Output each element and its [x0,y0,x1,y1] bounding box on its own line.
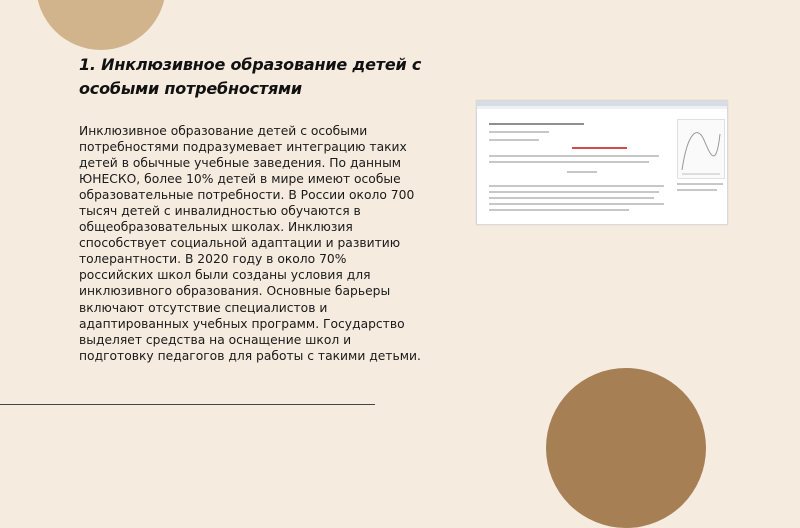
slide-title: 1. Инклюзивное образование детей с особыми потребностями [79,55,422,98]
doc-caption-line [677,189,717,191]
doc-text-line [567,171,597,173]
doc-text-line [489,131,549,133]
doc-text-line [489,203,664,205]
doc-side-image [677,119,725,179]
slide-body-text: Инклюзивное образование детей с особыми потребностями подразумевает интеграцию таких детей в обычные учебные заведения. По данным ЮНЕСКО, более 10% детей в мире имеют особые образовательные потребности. В России около 700 тысяч детей с инвалидностью обучаются в общеобразовательных школах. Инклюзия способствует социальной адаптации и развитию толерантности. В 2020 году в около 70% российских школ были созданы условия для инклюзивного образования. Основные барьеры включают отсутствие специалистов и адаптированных учебных программ. Государство выделяет средства на оснащение школ и подготовку педагогов для работы с такими детьми. [79,124,421,363]
doc-text-line [489,155,659,157]
browser-tabs [477,106,727,109]
decorative-circle-top [36,0,166,50]
doc-caption-line [677,183,723,185]
doc-heading-line [489,123,584,125]
doc-text-line [489,197,654,199]
divider-line [0,404,375,405]
doc-highlight-line [572,147,627,149]
doc-text-line [489,185,664,187]
embedded-document-screenshot [476,100,728,225]
doc-text-line [489,161,649,163]
decorative-circle-bottom [546,368,706,528]
doc-text-line [489,191,659,193]
doc-side-chart-icon [678,120,724,178]
doc-text-line [489,209,629,211]
doc-text-line [489,139,539,141]
